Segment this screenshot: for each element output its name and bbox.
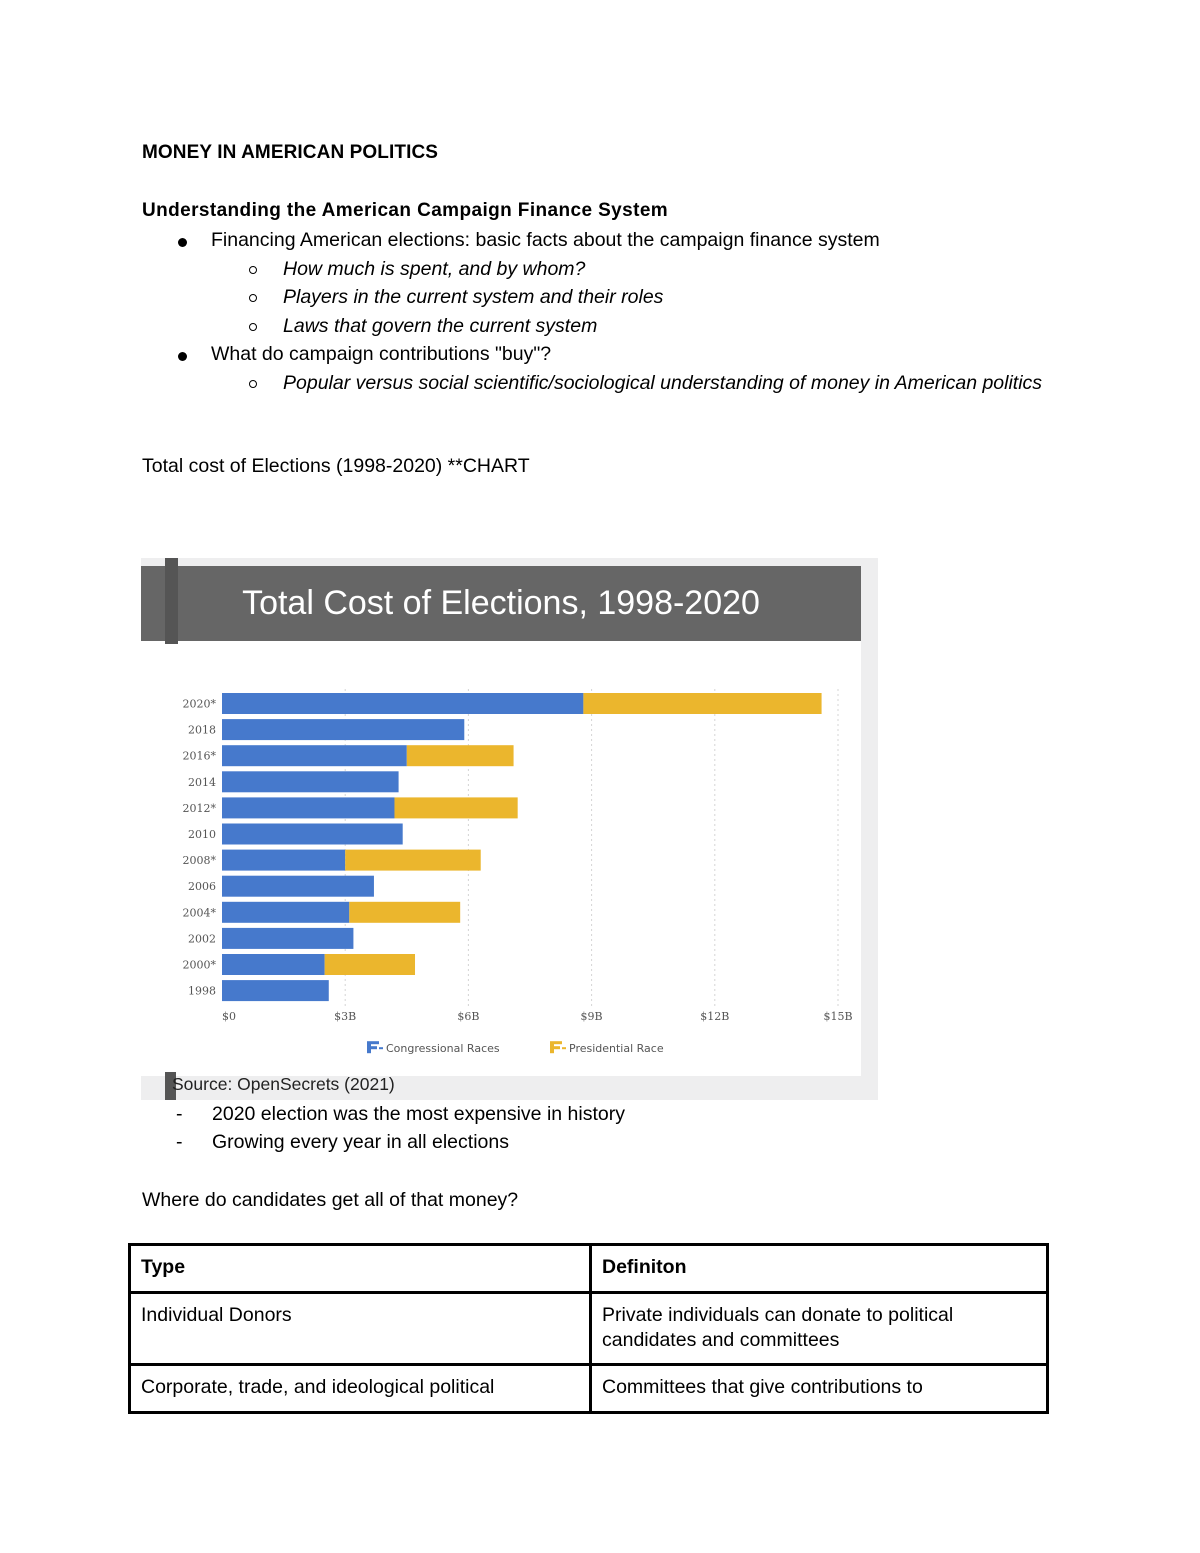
- dash-bullet: -: [176, 1103, 183, 1125]
- hollow-bullet-icon: [249, 266, 257, 274]
- outline-subitem-text: Popular versus social scientific/sociological understanding of money in American politics: [283, 371, 1043, 394]
- funding-types-table: [128, 1243, 1049, 1414]
- bar-congressional-races: [222, 771, 399, 792]
- category-tick-label: 2006: [188, 880, 216, 894]
- legend-swatch: [562, 1047, 566, 1049]
- x-tick-label: $15B: [823, 1010, 853, 1024]
- legend-swatch: [371, 1046, 377, 1049]
- category-tick-label: 2004*: [182, 906, 216, 920]
- bar-congressional-races: [222, 876, 374, 897]
- chart-source: Source: OpenSecrets (2021): [172, 1074, 395, 1094]
- x-tick-label: $12B: [700, 1010, 730, 1024]
- table-cell: Private individuals can donate to political candidates and committees: [591, 1293, 1048, 1365]
- outline-item-text: What do campaign contributions "buy"?: [211, 343, 552, 365]
- chart-title: Total Cost of Elections, 1998-2020: [141, 566, 861, 641]
- table-row: [130, 1293, 1048, 1365]
- legend-label: Presidential Race: [569, 1042, 664, 1056]
- outline-item-text: Financing American elections: basic facts about the campaign finance system: [211, 229, 880, 251]
- bar-presidential-race: [407, 745, 514, 766]
- legend-swatch: [371, 1041, 379, 1044]
- bar-congressional-races: [222, 902, 349, 923]
- bar-congressional-races: [222, 928, 353, 949]
- takeaway-text: 2020 election was the most expensive in history: [212, 1103, 625, 1125]
- outline-item: [142, 226, 1082, 255]
- filled-bullet-icon: [178, 238, 187, 247]
- hollow-bullet-icon: [249, 380, 257, 388]
- bar-congressional-races: [222, 797, 394, 818]
- bar-congressional-races: [222, 954, 325, 975]
- table-cell: Corporate, trade, and ideological political: [130, 1365, 591, 1413]
- x-tick-label: $9B: [580, 1010, 603, 1024]
- bar-congressional-races: [222, 745, 407, 766]
- hollow-bullet-icon: [249, 323, 257, 331]
- bar-congressional-races: [222, 719, 464, 740]
- bar-congressional-races: [222, 693, 583, 714]
- legend-swatch: [367, 1041, 371, 1053]
- bar-congressional-races: [222, 850, 345, 871]
- category-tick-label: 2018: [188, 723, 216, 737]
- section-question: Where do candidates get all of that money?: [142, 1189, 519, 1211]
- chart-caption: Total cost of Elections (1998-2020) **CHART: [142, 455, 530, 477]
- bar-presidential-race: [345, 850, 481, 871]
- category-tick-label: 2008*: [182, 854, 216, 868]
- category-tick-label: 2010: [188, 828, 216, 841]
- x-tick-label: $3B: [334, 1010, 357, 1024]
- bar-chart: [141, 641, 861, 1071]
- table-header-cell: Type: [130, 1245, 591, 1293]
- legend-label: Congressional Races: [386, 1042, 500, 1056]
- outline-subitem-text: How much is spent, and by whom?: [283, 257, 586, 280]
- table-row: [130, 1365, 1048, 1413]
- section-heading: Understanding the American Campaign Finance System: [142, 200, 669, 221]
- category-tick-label: 2016*: [182, 749, 216, 763]
- legend-swatch: [379, 1047, 383, 1049]
- table-header-cell: Definiton: [591, 1245, 1048, 1293]
- topic-outline: [142, 226, 1082, 397]
- legend-swatch: [554, 1041, 562, 1044]
- category-tick-label: 2014: [188, 775, 216, 789]
- table-cell: Committees that give contributions to: [591, 1365, 1048, 1413]
- hollow-bullet-icon: [249, 294, 257, 302]
- category-tick-label: 2020*: [182, 697, 216, 711]
- outline-item: [142, 340, 1082, 369]
- outline-subitem-text: Players in the current system and their roles: [283, 286, 664, 308]
- category-tick-label: 2000*: [182, 958, 216, 972]
- outline-subitem: [142, 255, 1082, 284]
- filled-bullet-icon: [178, 352, 187, 361]
- category-tick-label: 2012*: [182, 801, 216, 815]
- outline-subitem: [142, 369, 1083, 398]
- dash-bullet: -: [176, 1131, 183, 1153]
- legend-swatch: [550, 1041, 554, 1053]
- bar-congressional-races: [222, 980, 329, 1001]
- outline-subitem-text: Laws that govern the current system: [283, 314, 598, 337]
- bar-presidential-race: [583, 693, 821, 714]
- bar-congressional-races: [222, 824, 403, 845]
- bar-presidential-race: [349, 902, 460, 923]
- takeaway-text: Growing every year in all elections: [212, 1131, 509, 1153]
- x-tick-label: $0: [222, 1010, 236, 1024]
- page-title: MONEY IN AMERICAN POLITICS: [142, 142, 439, 163]
- table-header-row: [130, 1245, 1048, 1293]
- bar-presidential-race: [325, 954, 415, 975]
- banner-edge-mark: [165, 558, 178, 644]
- legend-swatch: [554, 1046, 560, 1049]
- outline-subitem: [142, 283, 1082, 312]
- table-cell: Individual Donors: [130, 1293, 591, 1365]
- category-tick-label: 1998: [188, 984, 216, 998]
- x-tick-label: $6B: [457, 1010, 480, 1024]
- category-tick-label: 2002: [188, 932, 216, 946]
- outline-subitem: [142, 312, 1082, 341]
- bar-presidential-race: [394, 797, 517, 818]
